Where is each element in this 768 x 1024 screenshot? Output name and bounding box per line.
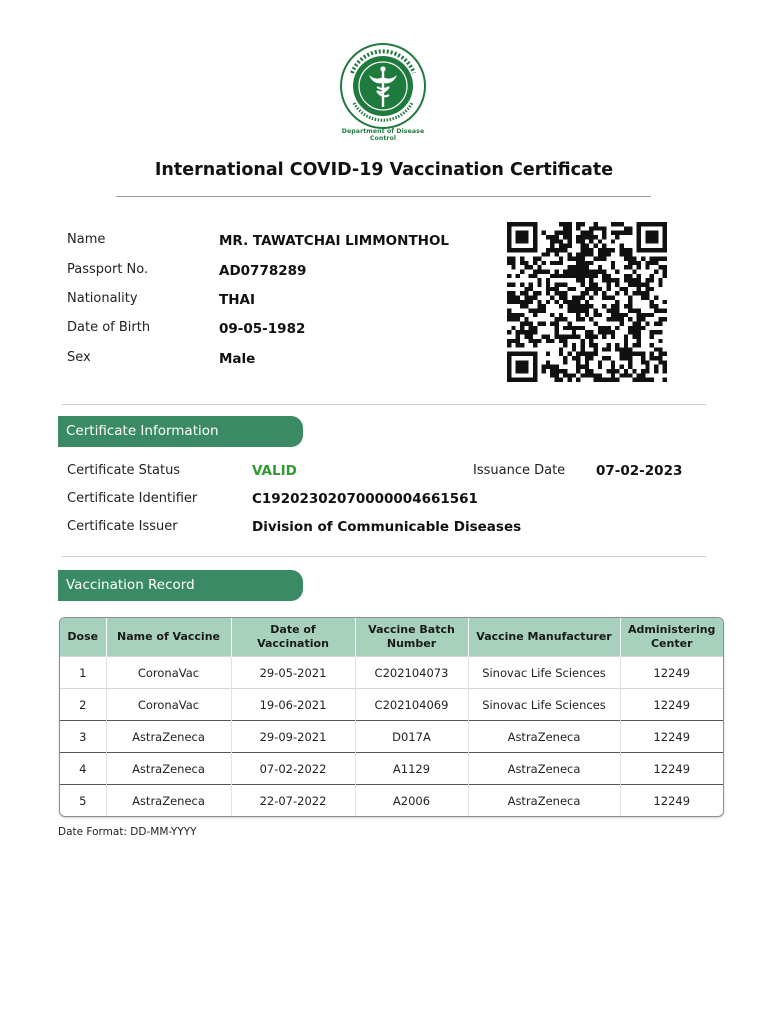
vaccine-name-cell: AstraZeneca [106,721,231,753]
column-header-manufacturer: Vaccine Manufacturer [468,618,620,657]
column-header-center: Administering Center [620,618,723,657]
passport-value: AD0778289 [219,263,307,279]
issuance-label: Issuance Date [473,463,566,478]
vaccination-record-header: Vaccination Record [58,570,303,601]
name-label: Name [67,232,106,247]
sex-label: Sex [67,350,91,365]
vaccine-name-cell: CoronaVac [106,657,231,689]
manufacturer-cell: Sinovac Life Sciences [468,657,620,689]
center-cell: 12249 [620,753,723,785]
ministry-of-public-health-seal-icon [338,43,428,129]
dose-cell: 2 [60,689,106,721]
batch-cell: A2006 [355,785,468,817]
batch-cell: C202104069 [355,689,468,721]
date-format-note: Date Format: DD-MM-YYYY [58,826,197,838]
table-header-row [60,618,723,657]
vaccine-name-cell: AstraZeneca [106,753,231,785]
identifier-value: C19202302070000004661561 [252,491,478,507]
center-cell: 12249 [620,689,723,721]
page-title: International COVID-19 Vaccination Certificate [154,160,614,180]
table-row [60,785,723,817]
issuer-value: Division of Communicable Diseases [252,519,522,535]
table-row [60,657,723,689]
manufacturer-cell: AstraZeneca [468,785,620,817]
batch-cell: D017A [355,721,468,753]
sex-value: Male [219,351,256,367]
vaccine-name-cell: CoronaVac [106,689,231,721]
column-header-dose: Dose [60,618,106,657]
date-cell: 29-05-2021 [231,657,355,689]
dob-label: Date of Birth [67,320,151,335]
holder-divider [62,404,706,405]
vaccine-name-cell: AstraZeneca [106,785,231,817]
center-cell: 12249 [620,721,723,753]
vaccination-table [59,617,724,817]
column-header-batch: Vaccine Batch Number [355,618,468,657]
column-header-date: Date of Vaccination [231,618,355,657]
certificate-info-header: Certificate Information [58,416,303,447]
identifier-label: Certificate Identifier [67,491,198,506]
issuer-label: Certificate Issuer [67,519,178,534]
status-value: VALID [252,463,297,479]
nationality-label: Nationality [67,291,138,306]
batch-cell: C202104073 [355,657,468,689]
center-cell: 12249 [620,785,723,817]
department-name: Department of Disease Control [341,128,425,142]
dob-value: 09-05-1982 [219,321,306,337]
ministry-logo [328,43,438,140]
nationality-value: THAI [219,292,255,308]
manufacturer-cell: AstraZeneca [468,753,620,785]
manufacturer-cell: Sinovac Life Sciences [468,689,620,721]
status-label: Certificate Status [67,463,181,478]
certificate-divider [62,556,706,557]
title-divider [116,196,651,197]
date-cell: 07-02-2022 [231,753,355,785]
dose-cell: 1 [60,657,106,689]
table-row [60,689,723,721]
batch-cell: A1129 [355,753,468,785]
table-row [60,721,723,753]
date-cell: 22-07-2022 [231,785,355,817]
dose-cell: 5 [60,785,106,817]
column-header-vaccine-name: Name of Vaccine [106,618,231,657]
center-cell: 12249 [620,657,723,689]
dose-cell: 4 [60,753,106,785]
passport-label: Passport No. [67,262,149,277]
manufacturer-cell: AstraZeneca [468,721,620,753]
dose-cell: 3 [60,721,106,753]
date-cell: 29-09-2021 [231,721,355,753]
date-cell: 19-06-2021 [231,689,355,721]
name-value: MR. TAWATCHAI LIMMONTHOL [219,233,450,249]
qr-code-icon [502,222,672,382]
issuance-value: 07-02-2023 [596,463,683,479]
table-row [60,753,723,785]
